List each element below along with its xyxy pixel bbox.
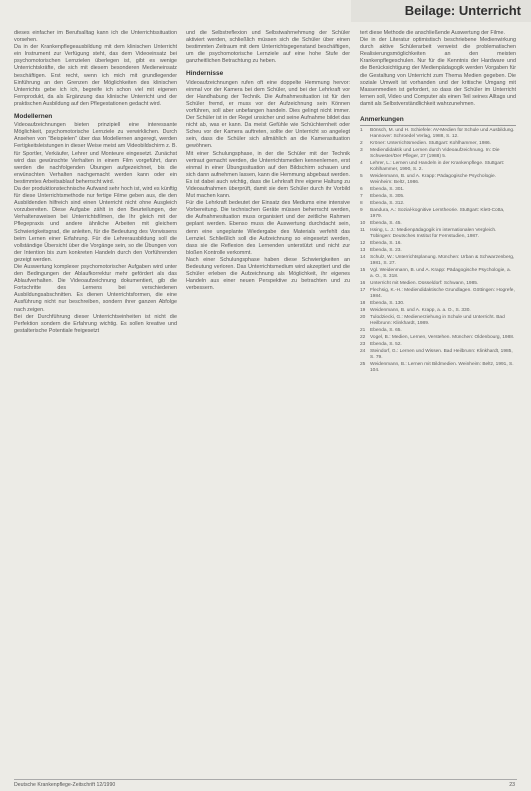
note-item (360, 281, 516, 287)
note-item (360, 335, 516, 341)
note-item (360, 308, 516, 314)
note-number: 10 (360, 221, 366, 227)
note-text: Ebenda, S. 45. (370, 221, 402, 227)
note-text: Mediendidaktik und Lernen durch Videoaufzeichnung. In: Die Schwester/Der Pfleger, 27 (1988) 5. (370, 148, 500, 160)
note-text: Vgl. Weidenmann, B. und A. Krapp: Pädagogische Psychologie, a. a. O., S. 318. (370, 268, 511, 280)
note-item (360, 349, 516, 361)
column-2 (186, 30, 350, 292)
note-text: Unterricht mit Medien. Düsseldorf: Schwann, 1985. (370, 281, 479, 287)
note-item (360, 255, 516, 267)
footer-publication: Deutsche Krankenpflege-Zeitschrift 12/1990 (14, 782, 116, 788)
note-item (360, 141, 516, 147)
divider (360, 125, 516, 126)
note-number: 12 (360, 241, 366, 247)
note-text: Vogel, B.: Medien, Lernen, Verstehen. München: Oldenbourg, 1988. (370, 335, 515, 341)
note-text: Flechsig, K.-H.: Mediendidaktische Grundlagen. Göttingen: Hogrefe, 1984. (370, 288, 515, 300)
note-text: Ebenda, S. 16. (370, 241, 402, 247)
paragraph: Für die Lehrkraft bedeutet der Einsatz des Mediums eine intensive Vorbereitung. Die technischen Geräte müssen beherrscht werden, die Aufnahmesituation muss organisiert und der zeitliche Rahmen geplant werden. Ebenso muss die Auswertung durchdacht sein, denn eine ungeplante Wiedergabe des Materials verfehlt das Lernziel. Schließlich soll die Aufzeichnung so eingesetzt werden, dass sie die Reflexion des Lernenden unterstützt und nicht zur bloßen Kontrolle verkommt. (186, 200, 350, 256)
paragraph: Videoaufzeichnungen rufen oft eine doppelte Hemmung hervor: einmal vor der Kamera bei dem Schüler, und bei der Lehrkraft vor der Handhabung der Technik. Die Aufnahmesituation ist für den Schüler fremd, er muss vor der Aufzeichnung sein Können vorführen, soll aber unbefangen handeln. Dies gelingt nicht immer. Der Schüler ist in der Regel unsicher und seine Aufnahme bildet das nicht ab, was er kann. Da meist Gefühle wie Schüchternheit oder Scheu vor der Kamera auftreten, sollte der Unterricht so angelegt sein, dass die Schüler sich allmählich an die Kamerasituation gewöhnen. (186, 79, 350, 150)
note-text: Ebenda, S. 52. (370, 342, 402, 348)
note-item (360, 148, 516, 160)
note-text: Ebenda, S. 301. (370, 187, 405, 193)
note-text: Ebenda, S. 130. (370, 301, 405, 307)
note-item (360, 268, 516, 280)
note-number: 13 (360, 248, 366, 254)
note-number: 11 (360, 228, 365, 234)
note-number: 6 (360, 187, 363, 193)
note-item (360, 362, 516, 374)
note-item (360, 201, 516, 207)
paragraph: dieses einfacher im Berufsalltag kann ich die Unterrichtssituation vorsehen. (14, 30, 177, 44)
note-number: 15 (360, 268, 366, 274)
paragraph: Mit einer Schulungsphase, in der die Schüler mit der Technik vertraut gemacht werden, die Unterrichtsmedien kennenlernen, erst einmal in einer Übungssituation auf den Bildschirm schauen und sich dann aufnehmen lassen, kann die Hemmung abgebaut werden. Es ist dabei auch wichtig, dass die Lehrkraft ihre eigene Haltung zu Videoaufnahmen überprüft, damit sie dem Schüler durch ihr Vorbild Mut machen kann. (186, 150, 350, 200)
paragraph: Da der produktionstechnische Aufwand sehr hoch ist, wird es künftig für diese Unterrichtsmethode nur fertige Filme geben aus, die den Ausbildenden hilfreich sind einen Unterricht nicht ohne Ausgleich vorzubereiten. Diese Aufgabe zählt in den Beurteilungen, der Verhaltensweisen bei Unterrichtsfilmen, die Ihr gleich mit der Pflegepraxis und andere ähnliche Arbeiten mit gleichem Schwierigkeitsgrad, die anleiten, für die Bedeutung des Vorwissens beim Lernen einer Erfahrung. Für die Lehrerausbildung soll die vollständige Übersicht über die Vorgänge sein, so die Übungen von der Intention bis zum konkreten Handeln durch den Vorführenden gezeigt werden. (14, 185, 178, 263)
note-item (360, 128, 516, 140)
note-item (360, 328, 516, 334)
section-heading: Modellernen (14, 113, 53, 121)
footer-divider (14, 779, 517, 780)
note-number: 19 (360, 308, 366, 314)
notes-list (360, 128, 516, 374)
note-text: Ebenda, S. 65. (370, 328, 402, 334)
paragraph: Die Auswertung komplexer psychomotorischer Aufgaben wird unter den Bedingungen der Ablaufkorrektur mehr gefördert als das Ablaufverhalten. Die Videoaufzeichnung dokumentiert, gib die Fortschritte des Lernens bei verschiedenen Ausbildungsabschnitten. Es dienen Unterrichtsformen, die eine Ausführung nicht nur beschreiben, sondern ihrer ganzen Abfolge nach zeigen. (14, 264, 177, 313)
note-text: Ebenda, S. 305. (370, 194, 405, 200)
paragraph: Bei der Durchführung dieser Unterrichtseinheiten ist nicht die Perfektion sondern die Erfahrung wichtig. Es sollen kreative und gestalterische Potentiale freigesetzt (14, 313, 177, 334)
note-text: Weidenmann, B. und A. Krapp, a. a. O., S. 330. (370, 308, 471, 314)
paragraph: Videoaufzeichnungen bieten prinzipiell eine interessante Möglichkeit, psychomotorische Lernziele zu verwirklichen. Durch Ansehen von "Beispielen" über das Modellernen angeregt, werden Fertigkeitsleistungen in dieser Weise meist am Videobildschirm z. B. für Sportler, Verkäufer, Lehrer und Monteure eingesetzt. Zunächst wird das gewünschte Verhalten in einem Film vorgeführt, dann werden die nachfolgenden Übungen aufgezeichnet, bis die erwünschten Verhalten nachgemacht werden kann oder ein bestimmtes Arbeitsablauf beherrscht wird. (14, 122, 177, 185)
note-text: Bönsch, M. und H. Schiefele: AV-Medien für Schule und Ausbildung. Hannover: Schroedel Verlag, 1988, S. 12. (370, 128, 515, 140)
paragraph: Da in der Krankenpflegeausbildung mit dem klinischen Unterricht ein Instrument zur Verfügung steht, das dem Videoeinsatz bei psychomotorischen Lernzielen überlegen ist, gibt es wenige Unterrichtskräfte, die sich mit diesem besonderen Medieneinsatz beschäftigen. Erst recht, wenn ich mich mit grundlegender Einführung an den Grenzen der Möglichkeiten des klinischen Unterrichts gebe ich ich, begreife ich schon viel mit eigenen Fernprodukt, da als Ergänzung das klinische Unterricht und der praktischen Ausbildung auf den Pflegestationen gedacht wird. (14, 44, 177, 107)
note-number: 9 (360, 208, 363, 214)
note-number: 5 (360, 174, 363, 180)
section-title: Beilage: Unterricht (404, 3, 521, 18)
column-3 (360, 30, 516, 375)
note-item (360, 342, 516, 348)
note-item (360, 288, 516, 300)
note-number: 20 (360, 315, 366, 321)
note-number: 18 (360, 301, 366, 307)
note-number: 21 (360, 328, 366, 334)
note-item (360, 301, 516, 307)
note-item (360, 187, 516, 193)
note-text: Lehrer, L.: Lernen und Handeln in der Krankenpflege. Stuttgart: Kohlhammer, 1990, S. 2. (370, 161, 505, 173)
note-text: Ebenda, S. 23. (370, 248, 402, 254)
paragraph: Nach einer Schulungsphase haben diese Schwierigkeiten an Bedeutung verloren. Das Unterrichtsmedium wird akzeptiert und die Schüler erleben die Aufzeichnung als Möglichkeit, ihr eigenes Handeln aus einer neuen Perspektive zu betrachten und zu verbessern. (186, 256, 350, 292)
note-item (360, 248, 516, 254)
note-item (360, 208, 516, 220)
note-number: 2 (360, 141, 363, 147)
note-number: 3 (360, 148, 363, 154)
section-heading: Hindernisse (186, 70, 224, 78)
column-1 (14, 30, 177, 335)
paragraph: tert diese Methode die anschließende Auswertung der Filme. (360, 30, 506, 36)
note-number: 23 (360, 342, 366, 348)
note-text: Tulodziecki, G.: Medienerziehung in Schule und Unterricht. Bad Heilbrunn: Klinkhardt, 1989. (370, 315, 505, 327)
note-text: Ebenda, S. 312. (370, 201, 405, 207)
note-text: Steindorf, G.: Lernen und Wissen. Bad Heilbrunn: Klinkhardt, 1985, S. 79. (370, 349, 513, 361)
note-number: 17 (360, 288, 366, 294)
section-header (351, 0, 531, 22)
note-number: 7 (360, 194, 363, 200)
note-text: Issing, L. J.: Medienpädagogik im internationalen Vergleich. Tübingen: Deutsches Institut für Fernstudien, 1987. (370, 228, 497, 240)
note-number: 24 (360, 349, 366, 355)
note-number: 25 (360, 362, 366, 368)
note-text: Bandura, A.: Sozial-kognitive Lerntheorie. Stuttgart: Klett-Cotta, 1979. (370, 208, 505, 220)
note-text: Weidenmann, B. und A. Krapp: Pädagogische Psychologie. Weinheim: Beltz, 1986. (370, 174, 497, 186)
note-item (360, 161, 516, 173)
note-number: 4 (360, 161, 363, 167)
note-number: 1 (360, 128, 363, 134)
paragraph: Die in der Literatur optimistisch beschriebene Medienwirkung durch aktive Schülerarbeit verweist die problematischen Realisierungsmöglichkeiten an den meisten Krankenpflegeschulen. Nur für die Kenntnis der Hardware und die Berücksichtigung der Medienpädagogik werden Vorgaben für die Gestaltung von Unterricht zum Thema Medien gegeben. Die soziale Umwelt ist vorhanden und der kritische Umgang mit Massenmedien ist gefordert, so dass der Schüler im Unterricht lernen soll, Video und Computer als einen Teil seines Alltags und damit als Selbstverständlichkeit wahrzunehmen. (360, 37, 516, 107)
note-text: Kröner: Unterrichtsmedien. Stuttgart: Kohlhammer, 1986. (370, 141, 492, 147)
note-item (360, 315, 516, 327)
note-item (360, 174, 516, 186)
note-number: 22 (360, 335, 366, 341)
note-number: 8 (360, 201, 363, 207)
note-item (360, 221, 516, 227)
paragraph: und die Selbstreflexion und Selbstwahrnehmung der Schüler aktiviert werden, schließlich müssen sich die Schüler über einen bestimmten Zeitraum mit dem Unterrichtsgegenstand beschäftigen, um die psychomotorische Lernziele auf eine hohe Stufe der ganzheitlichen Betrachtung zu heben. (186, 30, 350, 65)
note-item (360, 241, 516, 247)
notes-heading: Anmerkungen (360, 116, 404, 124)
note-item (360, 228, 516, 240)
note-number: 14 (360, 255, 366, 261)
note-number: 16 (360, 281, 366, 287)
note-item (360, 194, 516, 200)
page-number: 23 (509, 782, 515, 788)
note-text: Weidenmann, B.: Lernen mit Bildmedien. Weinheim: Beltz, 1991, S. 104. (370, 362, 514, 374)
note-text: Schulz, W.: Unterrichtsplanung. München: Urban & Schwarzenberg, 1981, S. 27. (370, 255, 515, 267)
